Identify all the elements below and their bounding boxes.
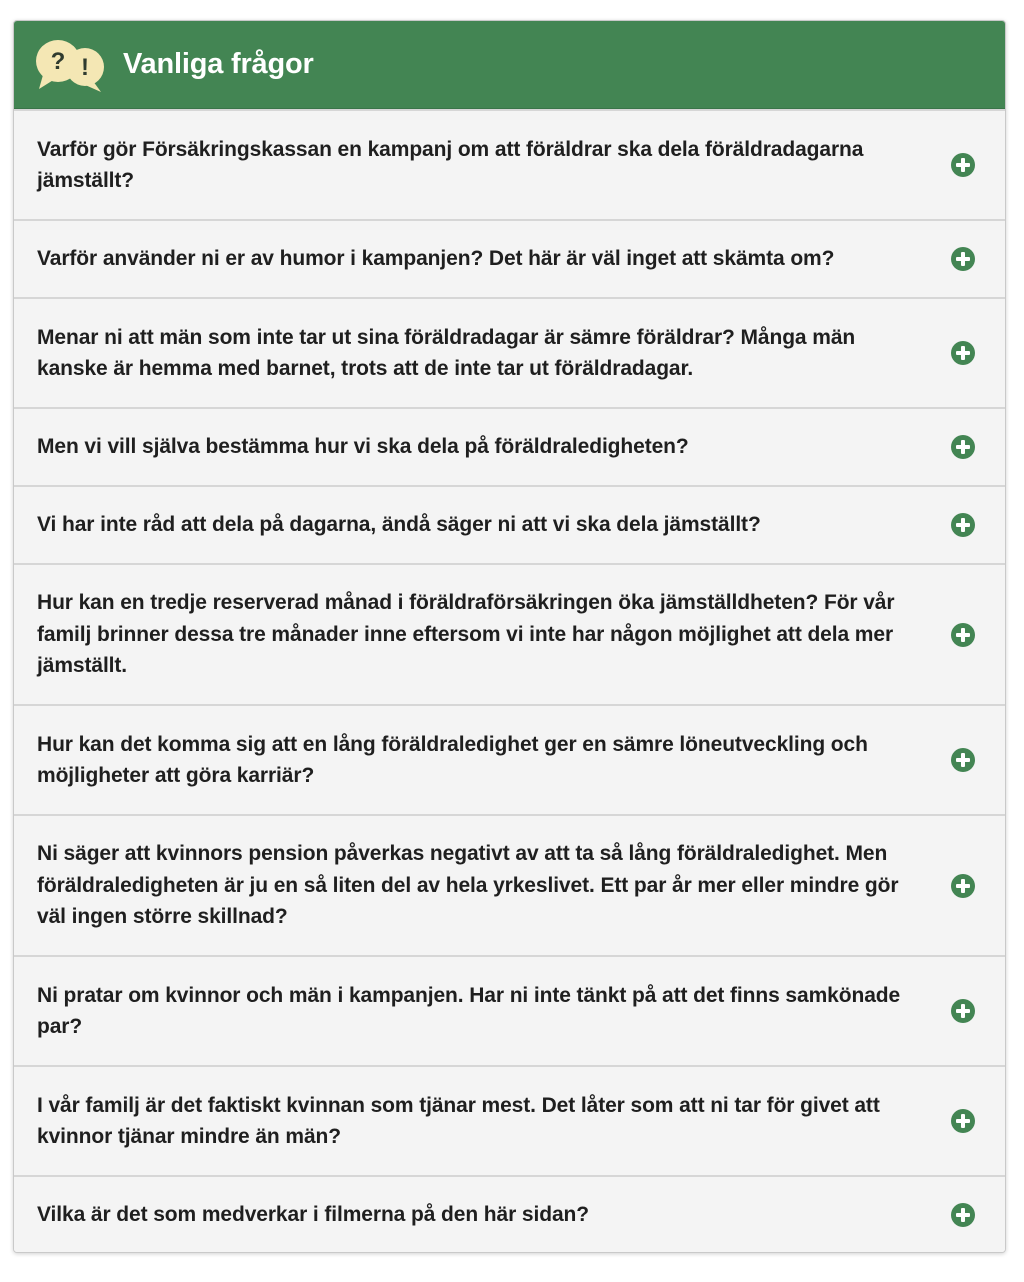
- plus-circle-icon[interactable]: [951, 999, 975, 1023]
- svg-text:?: ?: [50, 47, 66, 75]
- faq-item-7[interactable]: [14, 704, 1005, 814]
- plus-circle-icon[interactable]: [951, 513, 975, 537]
- faq-item-1[interactable]: [14, 109, 1005, 219]
- faq-question: I vår familj är det faktiskt kvinnan som tjänar mest. Det låter som att ni tar för givet att kvinnor tjänar mindre än män?: [37, 1093, 880, 1148]
- faq-question: Vilka är det som medverkar i filmerna på den här sidan?: [37, 1202, 589, 1226]
- plus-circle-icon[interactable]: [951, 748, 975, 772]
- plus-circle-icon[interactable]: [951, 623, 975, 647]
- faq-question: Varför använder ni er av humor i kampanjen? Det här är väl inget att skämta om?: [37, 247, 835, 271]
- faq-question: Hur kan en tredje reserverad månad i föräldraförsäkringen öka jämställdheten? För vår familj brinner dessa tre månader inne eftersom vi inte har någon möjlighet att dela mer jämställt.: [37, 591, 895, 678]
- svg-text:!: !: [81, 53, 89, 81]
- faq-item-11[interactable]: [14, 1175, 1005, 1252]
- plus-circle-icon[interactable]: [951, 341, 975, 365]
- faq-question: Hur kan det komma sig att en lång föräldraledighet ger en sämre löneutveckling och möjligheter att göra karriär?: [37, 732, 868, 787]
- faq-question: Ni säger att kvinnors pension påverkas negativt av att ta så lång föräldraledighet. Men föräldraledigheten är ju en så liten del av hela yrkeslivet. Ett par år mer eller mindre gör väl ingen större skillnad?: [37, 842, 899, 929]
- faq-item-2[interactable]: [14, 219, 1005, 297]
- faq-item-9[interactable]: [14, 955, 1005, 1065]
- faq-question: Menar ni att män som inte tar ut sina föräldradagar är sämre föräldrar? Många män kanske är hemma med barnet, trots att de inte tar ut föräldradagar.: [37, 325, 856, 380]
- faq-question: Vi har inte råd att dela på dagarna, ändå säger ni att vi ska dela jämställt?: [37, 513, 761, 537]
- faq-item-6[interactable]: [14, 563, 1005, 704]
- faq-panel: [13, 20, 1006, 1253]
- plus-circle-icon[interactable]: [951, 874, 975, 898]
- faq-item-4[interactable]: [14, 407, 1005, 485]
- faq-title: Vanliga frågor: [123, 48, 314, 80]
- faq-item-5[interactable]: [14, 485, 1005, 563]
- faq-item-3[interactable]: [14, 297, 1005, 407]
- plus-circle-icon[interactable]: [951, 247, 975, 271]
- question-exclamation-bubbles-icon: [33, 37, 107, 93]
- faq-item-10[interactable]: [14, 1065, 1005, 1175]
- plus-circle-icon[interactable]: [951, 1109, 975, 1133]
- faq-question: Men vi vill själva bestämma hur vi ska dela på föräldraledigheten?: [37, 435, 689, 459]
- plus-circle-icon[interactable]: [951, 153, 975, 177]
- plus-circle-icon[interactable]: [951, 435, 975, 459]
- faq-header: [14, 21, 1005, 109]
- plus-circle-icon[interactable]: [951, 1203, 975, 1227]
- faq-item-8[interactable]: [14, 814, 1005, 955]
- faq-question: Ni pratar om kvinnor och män i kampanjen. Har ni inte tänkt på att det finns samkönade par?: [37, 983, 901, 1038]
- faq-question: Varför gör Försäkringskassan en kampanj om att föräldrar ska dela föräldradagarna jämställt?: [37, 137, 864, 192]
